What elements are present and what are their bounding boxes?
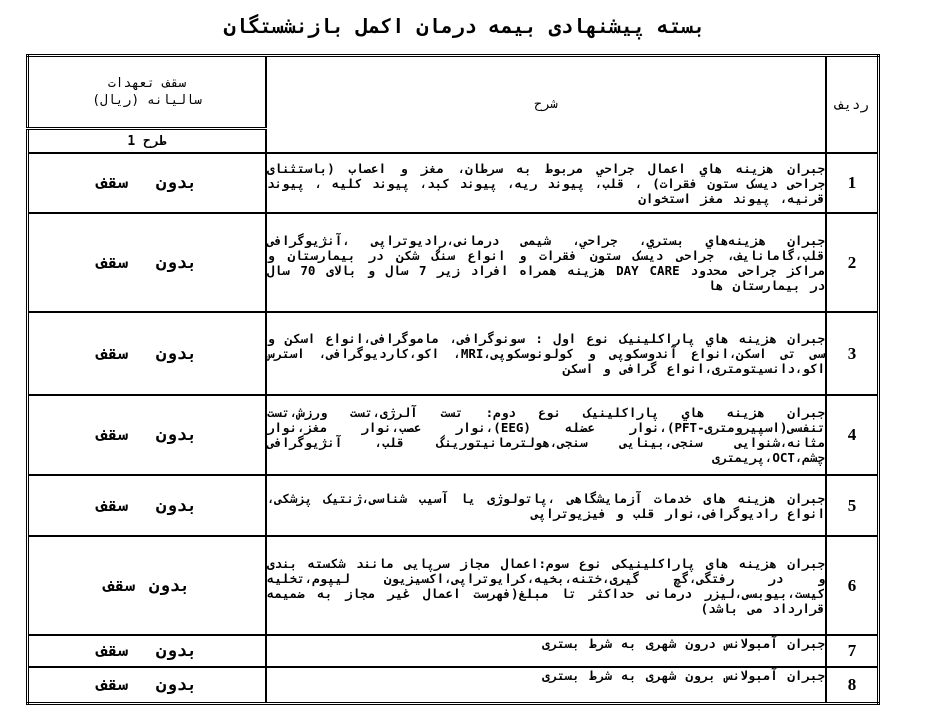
row-annual-cap: بدون سقف (28, 635, 267, 667)
header-plan-label: طرح 1 (28, 129, 267, 154)
header-description: شرح (266, 56, 826, 154)
table-row (28, 635, 879, 667)
coverage-table (26, 54, 880, 705)
table-row (28, 395, 879, 475)
row-number: 2 (826, 213, 879, 312)
row-description: جبران هزینه هاي پاراکلینیک نوع دوم: تست آلرژی،تست ورزش،تست تنفسی(اسپیرومتری-PFT)،نوار عضله (EEG)،نوار عصب،نوار مغز،نوار مثانه،شنوایی سنجی،بینایی سنجی،هولترمانیتورینگ قلب، آنژیوگرافی چشم،OCT،پریمتری (266, 395, 826, 475)
row-annual-cap: بدون سقف (28, 213, 267, 312)
row-annual-cap: بدون سقف (28, 395, 267, 475)
row-description: جبران آمبولانس درون شهری به شرط بستری (266, 635, 826, 667)
header-annual-cap-line1: سقف تعهدات (107, 76, 187, 91)
row-description: جبران هزینه های پاراکلینیکی نوع سوم:اعمال مجاز سرپایی مانند شکسته بندی و در رفتگی،گچ گیری،ختنه،بخیه،کرایوتراپی،اکسیزیون لیپوم،تخلیه کیست،بیوبسی،لیزر درمانی حداکثر تا مبلغ(فهرست اعمال غیر مجاز به ضمیمه قرارداد می باشد) (266, 536, 826, 635)
table-row (28, 667, 879, 704)
header-annual-cap-line2: سالیانه (ریال) (92, 93, 202, 108)
row-description: جبران هزینه هاي پاراکلینیک نوع اول : سونوگرافی، ماموگرافی،انواع اسکن و سی تی اسکن،انواع آندوسکوپی و کولونوسکوپی،MRI، اکو،کاردیوگرافی، استرس اکو،دانسیتومتری،انواع گرافی و اسکن (266, 312, 826, 395)
row-description: جبران آمبولانس برون شهری به شرط بستری (266, 667, 826, 704)
table-row (28, 213, 879, 312)
row-description: جبران هزینه‌هاي بستري، جراحي، شیمی درمانی،رادیوتراپی ،آنژیوگرافی قلب،گامانایف، جراحی دیسک ستون فقرات و انواع سنگ شکن در بیمارستان و مراکز جراحی محدود DAY CARE هزینه همراه افراد زیر 7 سال و بالای 70 سال در بیمارستان ها (266, 213, 826, 312)
header-row-number: ردیف (826, 56, 879, 154)
row-number: 5 (826, 475, 879, 536)
row-number: 4 (826, 395, 879, 475)
row-annual-cap: بدون سقف (28, 475, 267, 536)
header-annual-cap (28, 56, 267, 129)
table-row (28, 536, 879, 635)
table-row (28, 312, 879, 395)
page-title: بسته پیشنهادی بیمه درمان اکمل بازنشستگان (223, 14, 706, 38)
row-description: جبران هزینه هاي اعمال جراحي مربوط به سرطان، مغز و اعصاب (باستثنای جراحی دیسک ستون فقرات) ، قلب، پیوند ریه، پیوند کبد، پیوند کلیه ، پیوند قرنیه، پیوند مغز استخوان (266, 153, 826, 213)
table-row (28, 475, 879, 536)
row-number: 6 (826, 536, 879, 635)
row-description: جبران هزینه های خدمات آزمایشگاهی ،پاتولوژی یا آسیب شناسی،ژنتیک پزشکی، انواع رادیوگرافی،نوار قلب و فیزیوتراپی (266, 475, 826, 536)
row-number: 3 (826, 312, 879, 395)
row-annual-cap: بدون سقف (28, 312, 267, 395)
row-annual-cap: بدون سقف (28, 153, 267, 213)
table-row (28, 153, 879, 213)
row-number: 7 (826, 635, 879, 667)
row-annual-cap: بدون سقف (28, 667, 267, 704)
table-header-row (28, 56, 879, 129)
row-annual-cap: بدون سقف (28, 536, 267, 635)
row-number: 1 (826, 153, 879, 213)
row-number: 8 (826, 667, 879, 704)
